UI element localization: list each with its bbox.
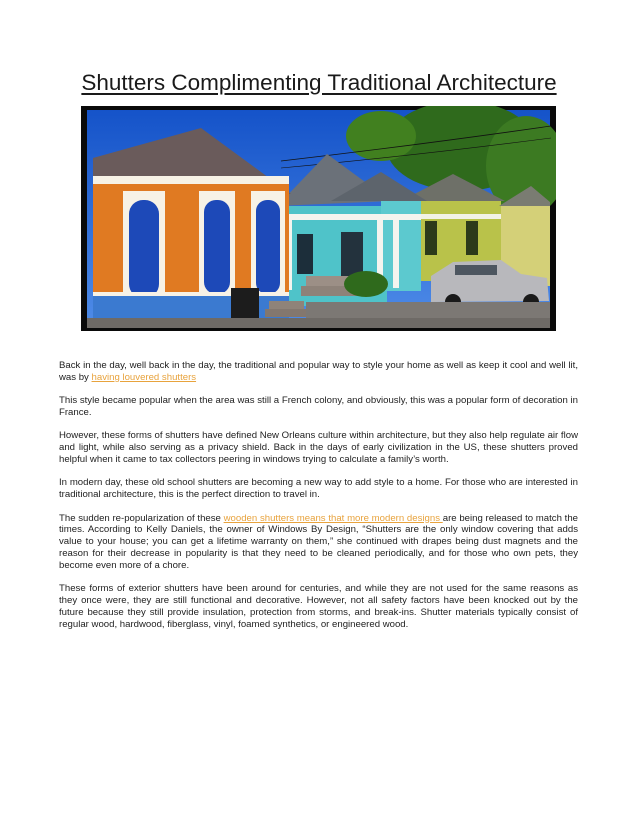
paragraph-text: Back in the day, well back in the day, the traditional and popular way to style your home as well as keep it cool and well lit, was by <box>59 360 578 383</box>
paragraph-6: These forms of exterior shutters have been around for centuries, and while they are not used for the same reasons as they once were, they are still functional and decorative. However, not all safety factors have been knocked out by the future because they still provide insulation, protection from storms, and break-ins. Shutter materials typically consist of regular wood, hardwood, fiberglass, vinyl, foamed synthetics, or engineered wood. <box>59 583 578 630</box>
houses-illustration <box>81 106 556 331</box>
paragraph-3: However, these forms of shutters have defined New Orleans culture within architecture, but they also help regulate air flow and light, while also serving as a privacy shield. Back in the days of early civilization in the US, these shutters proved helpful when it came to tax collectors peering in windows trying to calculate a family’s worth. <box>59 430 578 465</box>
houses-photo <box>81 106 556 331</box>
paragraph-text: The sudden re-popularization of these <box>59 512 224 524</box>
document-body <box>59 360 578 642</box>
paragraph-4: In modern day, these old school shutters are becoming a new way to add style to a home. For those who are interested in traditional architecture, this is the perfect direction to travel in. <box>59 477 578 501</box>
wooden-shutters-link[interactable]: wooden shutters means that more modern designs <box>223 512 443 524</box>
document-title: Shutters Complimenting Traditional Architecture <box>81 70 557 95</box>
having-louvered-shutters-link[interactable]: having louvered shutters <box>91 371 197 383</box>
paragraph-5 <box>59 513 578 572</box>
paragraph-text: are being released to match the times. According to Kelly Daniels, the owner of Windows By Design, “Shutters are the only window covering that adds value to your house; you can get a lifetime warranty on them,” she continued with drapes being dust magnets and the reason for their decrease in popularity is that they need to be cleaned periodically, and for those who own pets, they become even more of a chore. <box>59 512 579 571</box>
paragraph-2: This style became popular when the area was still a French colony, and obviously, this was a popular form of decoration in France. <box>59 395 578 418</box>
paragraph-1 <box>59 360 578 384</box>
